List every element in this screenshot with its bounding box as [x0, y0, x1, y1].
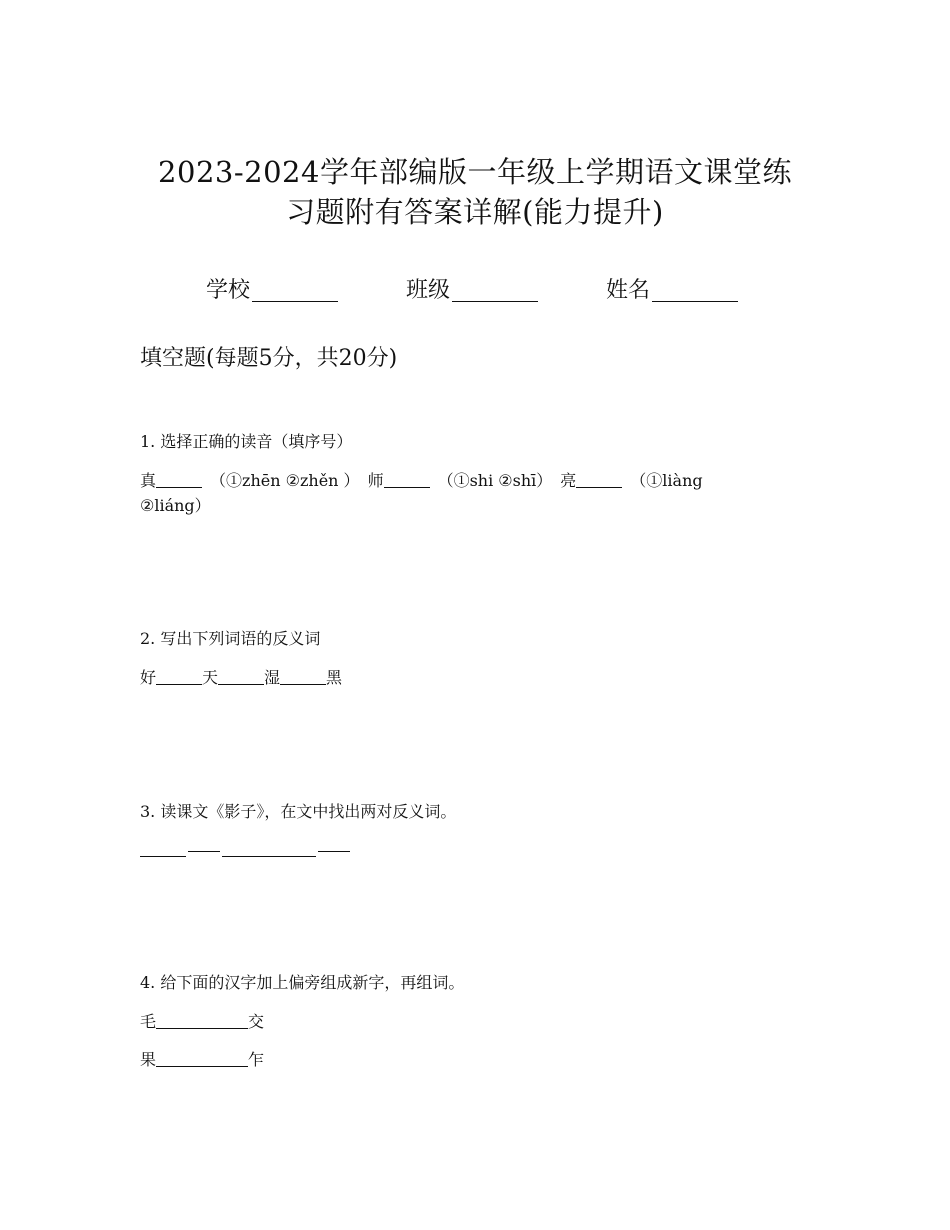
q2-word-3: 湿	[264, 668, 281, 687]
q4-blank-2[interactable]	[156, 1052, 248, 1067]
name-blank[interactable]	[652, 283, 738, 302]
question-3-line	[140, 842, 352, 858]
class-blank[interactable]	[452, 283, 538, 302]
class-label: 班级	[406, 278, 451, 303]
school-field	[206, 280, 338, 302]
school-blank[interactable]	[252, 283, 338, 302]
document-title-line-2: 习题附有答案详解(能力提升)	[286, 195, 664, 229]
q1-blank-2[interactable]	[384, 473, 430, 488]
question-1-line	[140, 473, 703, 489]
q1-options-2: （①shi ②shī）	[437, 471, 553, 490]
q3-blank-1[interactable]	[140, 842, 186, 857]
q4-char-3: 果	[140, 1050, 157, 1069]
section-heading: 填空题(每题5分，共20分)	[140, 346, 398, 371]
q1-blank-3[interactable]	[576, 473, 622, 488]
question-4-prompt: 4. 给下面的汉字加上偏旁组成新字，再组词。	[140, 973, 465, 992]
school-label: 学校	[206, 278, 251, 303]
q1-char-3: 亮	[560, 471, 577, 490]
q1-char-2: 师	[367, 471, 384, 490]
name-field	[606, 280, 738, 302]
q2-blank-3[interactable]	[280, 670, 326, 685]
q3-dash-2	[318, 842, 350, 852]
class-field	[406, 280, 538, 302]
question-2-line	[140, 670, 342, 686]
q2-word-4: 黑	[326, 668, 343, 687]
question-3-prompt: 3. 读课文《影子》，在文中找出两对反义词。	[140, 802, 457, 821]
q3-dash-1	[188, 842, 220, 852]
q4-char-2: 交	[248, 1012, 265, 1031]
name-label: 姓名	[606, 278, 651, 303]
question-1-line-cont: ②liáng）	[140, 496, 211, 515]
q1-options-1: （①zhēn ②zhěn ）	[210, 471, 360, 490]
q4-char-4: 乍	[248, 1050, 265, 1069]
q3-blank-2[interactable]	[222, 842, 316, 857]
q4-blank-1[interactable]	[156, 1014, 248, 1029]
q4-char-1: 毛	[140, 1012, 157, 1031]
q2-word-1: 好	[140, 668, 157, 687]
q2-word-2: 天	[202, 668, 219, 687]
q1-blank-1[interactable]	[156, 473, 202, 488]
question-2-prompt: 2. 写出下列词语的反义词	[140, 629, 321, 648]
q1-char-1: 真	[140, 471, 157, 490]
question-4-row-2	[140, 1052, 264, 1068]
question-4-row-1	[140, 1014, 264, 1030]
q2-blank-1[interactable]	[156, 670, 202, 685]
q2-blank-2[interactable]	[218, 670, 264, 685]
question-1-prompt: 1. 选择正确的读音（填序号）	[140, 432, 353, 451]
q1-options-3: （①liàng	[630, 471, 703, 490]
document-title-line-1: 2023-2024学年部编版一年级上学期语文课堂练	[158, 155, 792, 189]
